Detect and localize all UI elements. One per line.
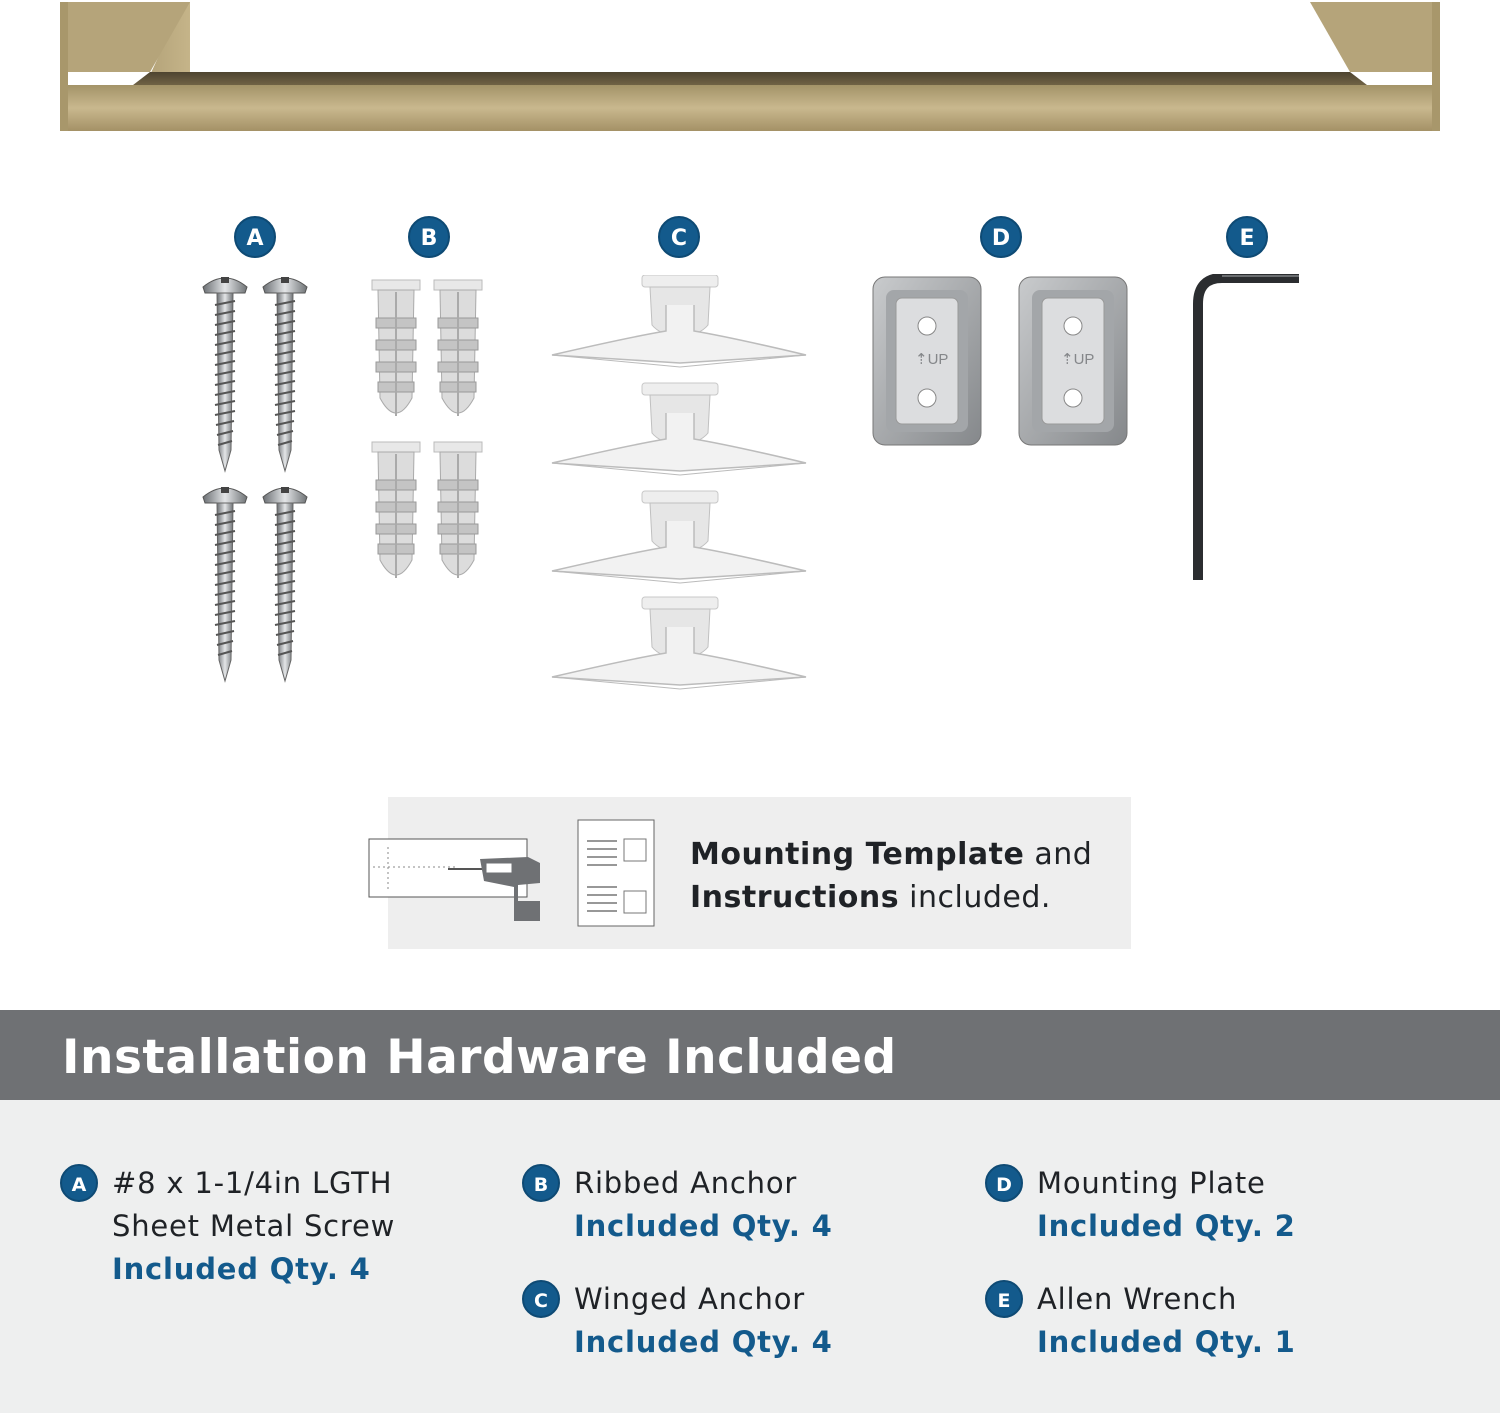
item-c-name: Winged Anchor: [574, 1282, 805, 1316]
banner-title: Installation Hardware Included: [62, 1030, 897, 1085]
label-d-badge: D: [980, 216, 1022, 258]
item-e-name: Allen Wrench: [1037, 1282, 1238, 1316]
item-a-name-line2: Sheet Metal Screw: [112, 1209, 396, 1243]
template-plain-2: included.: [899, 880, 1051, 915]
item-d-badge: D: [985, 1164, 1023, 1202]
template-plain-1: and: [1024, 837, 1093, 872]
instructions-sheet-icon: [577, 819, 657, 929]
item-c-qty: Included Qty. 4: [574, 1325, 833, 1359]
item-b-name: Ribbed Anchor: [574, 1166, 798, 1200]
plate-up-text-1: ⇡UP: [915, 351, 949, 368]
plate-up-word-2: UP: [1073, 351, 1095, 368]
item-e-badge: E: [985, 1280, 1023, 1318]
item-e-qty: Included Qty. 1: [1037, 1325, 1296, 1359]
item-e: [997, 1278, 1296, 1364]
item-c-badge: C: [522, 1280, 560, 1318]
allen-wrench-image: [1192, 274, 1302, 584]
template-bold-2: Instructions: [690, 880, 900, 915]
item-d: [996, 1162, 1296, 1248]
item-a-name-line1: #8 x 1-1/4in LGTH: [112, 1166, 393, 1200]
template-caption: [690, 833, 1120, 919]
item-d-qty: Included Qty. 2: [1037, 1209, 1296, 1243]
drill-template-icon: [368, 837, 548, 929]
label-a-badge: A: [234, 216, 276, 258]
plate-up-text-2: ⇡UP: [1061, 351, 1095, 368]
item-a: [71, 1162, 396, 1291]
winged-anchors-image: [550, 275, 810, 693]
item-c: [534, 1278, 833, 1364]
screws-image: [195, 275, 315, 687]
item-b-badge: B: [522, 1164, 560, 1202]
section-banner: [0, 1010, 1500, 1100]
mounting-template-box: [388, 797, 1131, 949]
hardware-list-panel: [0, 1100, 1500, 1413]
item-a-qty: Included Qty. 4: [112, 1252, 371, 1286]
item-a-badge: A: [60, 1164, 98, 1202]
label-e-badge: E: [1226, 216, 1268, 258]
plate-up-word-1: UP: [927, 351, 949, 368]
item-d-name: Mounting Plate: [1037, 1166, 1266, 1200]
item-b-qty: Included Qty. 4: [574, 1209, 833, 1243]
template-bold-1: Mounting Template: [690, 837, 1025, 872]
ribbed-anchors-image: [368, 278, 490, 588]
label-c-badge: C: [658, 216, 700, 258]
item-b: [533, 1162, 833, 1248]
label-b-badge: B: [408, 216, 450, 258]
towel-bar-image: [60, 0, 1440, 135]
